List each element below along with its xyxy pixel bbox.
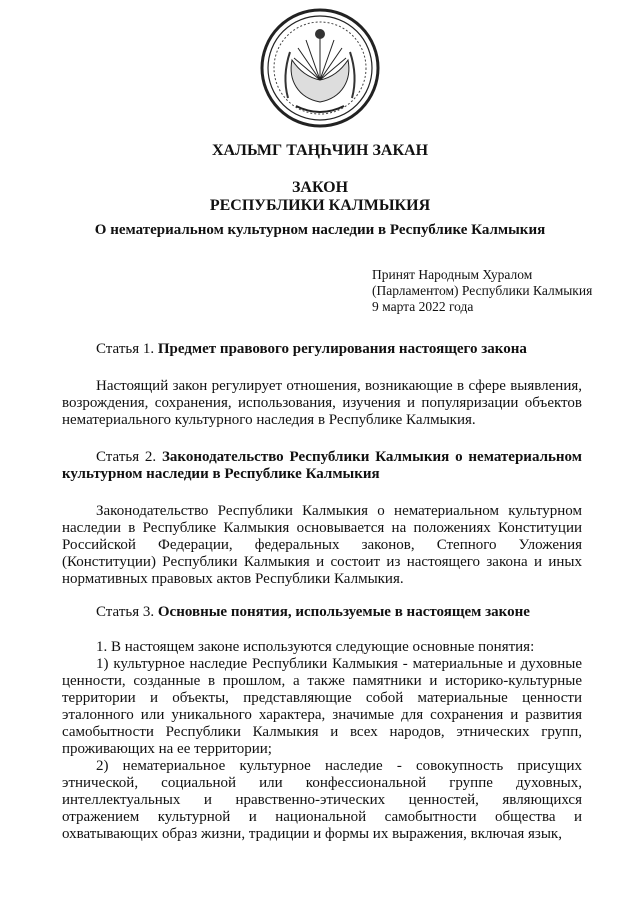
article-paragraph: 1. В настоящем законе используются следующие основные понятия: xyxy=(96,639,535,655)
article-paragraph: Законодательство Республики Калмыкия о нематериальном культурном наследии в Республике Калмыкия основывается на положениях Конституции Российской Федерации, федеральных законов, Степного Уложения (Конституции) Республики Калмыкия и состоит из настоящего закона и иных нормативных правовых актов Республики Калмыкия. xyxy=(62,503,582,587)
article-title: Законодательство Республики Калмыкия о нематериальном культурном наследии в Республике Калмыкия xyxy=(62,449,582,482)
article-paragraph: 1) культурное наследие Республики Калмыкия - материальные и духовные ценности, созданные в прошлом, а также памятники и историко-культурные территории и объекты, представляющие собой материальные ценности эталонного или уникального характера, значимые для сохранения и развития самобытности Республики Калмыкия и всех народов, этнических групп, проживающих на ее территории; xyxy=(62,656,582,757)
law-word: ЗАКОН xyxy=(291,179,349,196)
article-number: Статья 3. xyxy=(96,604,155,620)
article-1-heading xyxy=(62,341,582,358)
article-2-heading xyxy=(62,449,582,483)
adoption-line-2: (Парламентом) Республики Калмыкия xyxy=(372,283,593,298)
article-3-body xyxy=(62,639,582,843)
republic-emblem-icon xyxy=(258,6,382,130)
article-1-body xyxy=(62,378,582,429)
republic-name: РЕСПУБЛИКИ КАЛМЫКИЯ xyxy=(209,197,431,214)
article-paragraph: 2) нематериальное культурное наследие - совокупность присущих этнической, социальной или конфессиональной группе духовных, интеллектуальных и нравственно-этических ценностей, являющихся отражением культурной и национальной самобытности общества и охватывающих образ жизни, традиции и формы их выражения, включая язык, xyxy=(62,758,582,842)
article-title: Предмет правового регулирования настоящего закона xyxy=(157,341,527,357)
article-paragraph: Настоящий закон регулирует отношения, возникающие в сфере выявления, возрождения, сохранения, использования, изучения и популяризации объектов нематериального культурного наследия в Республике Калмыкия. xyxy=(62,378,582,428)
article-3-heading xyxy=(62,604,582,621)
law-title: О нематериальном культурном наследии в Республике Калмыкия xyxy=(94,222,546,238)
kalmyk-law-title: ХАЛЬМГ ТАҢҺЧИН ЗАКАН xyxy=(211,142,429,159)
article-3 xyxy=(62,604,582,621)
article-title: Основные понятия, используемые в настоящем законе xyxy=(157,604,530,620)
adoption-line-1: Принят Народным Хуралом xyxy=(372,267,533,282)
adoption-line-3: 9 марта 2022 года xyxy=(372,299,474,314)
article-1 xyxy=(62,341,582,358)
article-number: Статья 1. xyxy=(96,341,155,357)
article-number: Статья 2. xyxy=(96,449,157,465)
adoption-note xyxy=(372,267,612,315)
law-heading xyxy=(0,179,640,215)
article-2-body xyxy=(62,503,582,588)
article-2 xyxy=(62,449,582,483)
